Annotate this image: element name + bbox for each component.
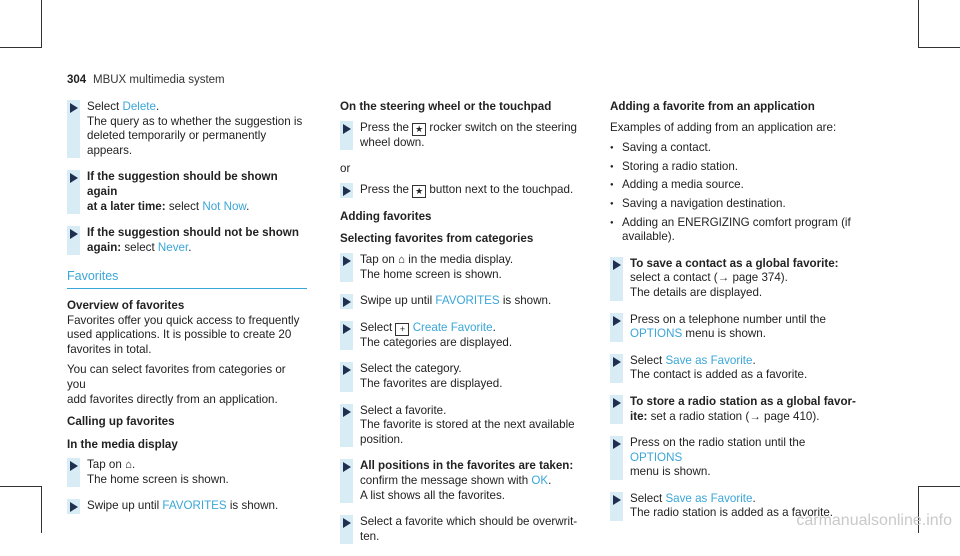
step-press-station: Press on the radio station until the OPTIONS menu is shown. <box>610 436 860 480</box>
arrow-icon <box>343 407 351 417</box>
home-icon: ⌂ <box>125 458 133 472</box>
arrow-icon <box>70 103 78 113</box>
section-heading-favorites: Favorites <box>67 269 307 289</box>
arrow-icon <box>70 229 78 239</box>
favorites-link[interactable]: FAVORITES <box>435 294 500 308</box>
column-middle <box>340 100 590 556</box>
step-overwrite: Select a favorite which should be overwrit- ten. <box>340 515 590 544</box>
arrow-icon <box>343 518 351 528</box>
step-save-station: Select Save as Favorite. The radio station is added as a favorite. <box>610 492 860 521</box>
watermark: carmanualsonline.info <box>796 512 952 530</box>
list-item: ● Adding an ENERGIZING comfort program (if <box>610 216 860 231</box>
star-icon: ★ <box>412 185 426 198</box>
or-text: or <box>340 162 351 176</box>
examples-list <box>610 141 860 245</box>
crop-mark <box>0 486 42 487</box>
step-press-rocker: Press the ★ rocker switch on the steering wheel down. <box>340 121 590 151</box>
list-item: ● Saving a navigation destination. <box>610 197 860 212</box>
plus-icon: + <box>395 323 409 336</box>
overview-heading: Overview of favorites <box>67 298 185 312</box>
step-press-number: Press on a telephone number until the OPTIONS menu is shown. <box>610 313 860 342</box>
arrow-icon <box>343 462 351 472</box>
arrow-icon <box>70 173 78 183</box>
crop-mark <box>41 0 42 48</box>
step-select-category: Select the category. The favorites are displayed. <box>340 362 590 391</box>
options-link[interactable]: OPTIONS <box>630 450 683 464</box>
step-create-favorite: Select + Create Favorite. The categories are displayed. <box>340 321 590 351</box>
page-number: 304 <box>67 74 87 86</box>
step-store-radio: To store a radio station as a global favor- ite: set a radio station (→ page 410). <box>610 395 860 424</box>
arrow-icon <box>70 461 78 471</box>
crop-mark <box>41 486 42 533</box>
create-favorite-link[interactable]: Create Favorite <box>412 320 493 334</box>
arrow-icon <box>613 398 621 408</box>
options-link[interactable]: OPTIONS <box>630 327 683 341</box>
arrow-icon <box>343 324 351 334</box>
step-swipe: Swipe up until FAVORITES is shown. <box>67 499 307 514</box>
arrow-icon <box>343 124 351 134</box>
arrow-icon <box>343 297 351 307</box>
column-right <box>610 100 860 533</box>
step-press-button: Press the ★ button next to the touchpad. <box>340 183 590 198</box>
arrow-icon <box>613 495 621 505</box>
step-all-taken: All positions in the favorites are taken: confirm the message shown with OK. A list shows all the favorites. <box>340 459 590 503</box>
save-as-favorite-link[interactable]: Save as Favorite <box>665 353 753 367</box>
step-not-now: If the suggestion should be shown again at a later time: select Not Now. <box>67 170 307 214</box>
favorites-link[interactable]: FAVORITES <box>162 499 227 513</box>
step-tap-home: Tap on ⌂. The home screen is shown. <box>67 458 307 487</box>
step-delete: Select Delete. The query as to whether the suggestion is deleted temporarily or permanently appears. <box>67 100 307 158</box>
step-tap-home: Tap on ⌂ in the media display. The home screen is shown. <box>340 253 590 282</box>
step-save-as-favorite: Select Save as Favorite. The contact is added as a favorite. <box>610 354 860 383</box>
step-save-contact: To save a contact as a global favorite: select a contact (→ page 374). The details are displayed. <box>610 257 860 301</box>
steering-wheel-heading: On the steering wheel or the touchpad <box>340 100 552 113</box>
arrow-icon <box>343 256 351 266</box>
application-heading: Adding a favorite from an application <box>610 100 815 113</box>
crop-mark <box>918 47 960 48</box>
step-select-favorite: Select a favorite. The favorite is stored at the next available position. <box>340 404 590 448</box>
save-as-favorite-link[interactable]: Save as Favorite <box>665 491 753 505</box>
home-icon: ⌂ <box>398 252 406 266</box>
ok-link[interactable]: OK <box>531 473 549 487</box>
arrow-icon <box>613 357 621 367</box>
selecting-heading: Selecting favorites from categories <box>340 232 534 246</box>
arrow-icon <box>343 186 351 196</box>
not-now-link[interactable]: Not Now <box>202 199 247 213</box>
never-link[interactable]: Never <box>157 240 189 254</box>
arrow-icon <box>343 365 351 375</box>
calling-heading: Calling up favorites <box>67 415 175 429</box>
media-display-heading: In the media display <box>67 437 178 451</box>
star-icon: ★ <box>412 123 426 136</box>
arrow-icon <box>613 316 621 326</box>
list-item: ● Storing a radio station. <box>610 160 860 175</box>
list-item: available). <box>622 230 675 244</box>
adding-heading: Adding favorites <box>340 209 432 223</box>
step-swipe: Swipe up until FAVORITES is shown. <box>340 294 590 309</box>
column-left: Select Delete. The query as to whether the suggestion is deleted temporarily or permanently appears. If the suggestion should be shown again at a later time: select Not Now. If the suggestion should not be shown again: select Never. Favorites Overview of favorites Favorites offer you quick access to frequently used applications. It is possible to create 20 favorites in total. You can select favorites from categories or you add favorites directly from an application. Calling up favorites In the media display Tap on ⌂. The home screen is shown. Swipe up until FAVORITES is shown. <box>67 100 307 526</box>
arrow-icon <box>70 502 78 512</box>
crop-mark <box>918 0 919 48</box>
delete-link[interactable]: Delete <box>122 100 156 113</box>
list-item: ● Saving a contact. <box>610 141 860 156</box>
crop-mark <box>0 47 42 48</box>
list-item: ● Adding a media source. <box>610 178 860 193</box>
arrow-icon <box>613 439 621 449</box>
step-never: If the suggestion should not be shown again: select Never. <box>67 226 307 255</box>
examples-text: Examples of adding from an application are: <box>610 120 837 134</box>
arrow-icon <box>613 260 621 270</box>
page-header-title: MBUX multimedia system <box>93 74 225 86</box>
crop-mark <box>918 486 960 487</box>
